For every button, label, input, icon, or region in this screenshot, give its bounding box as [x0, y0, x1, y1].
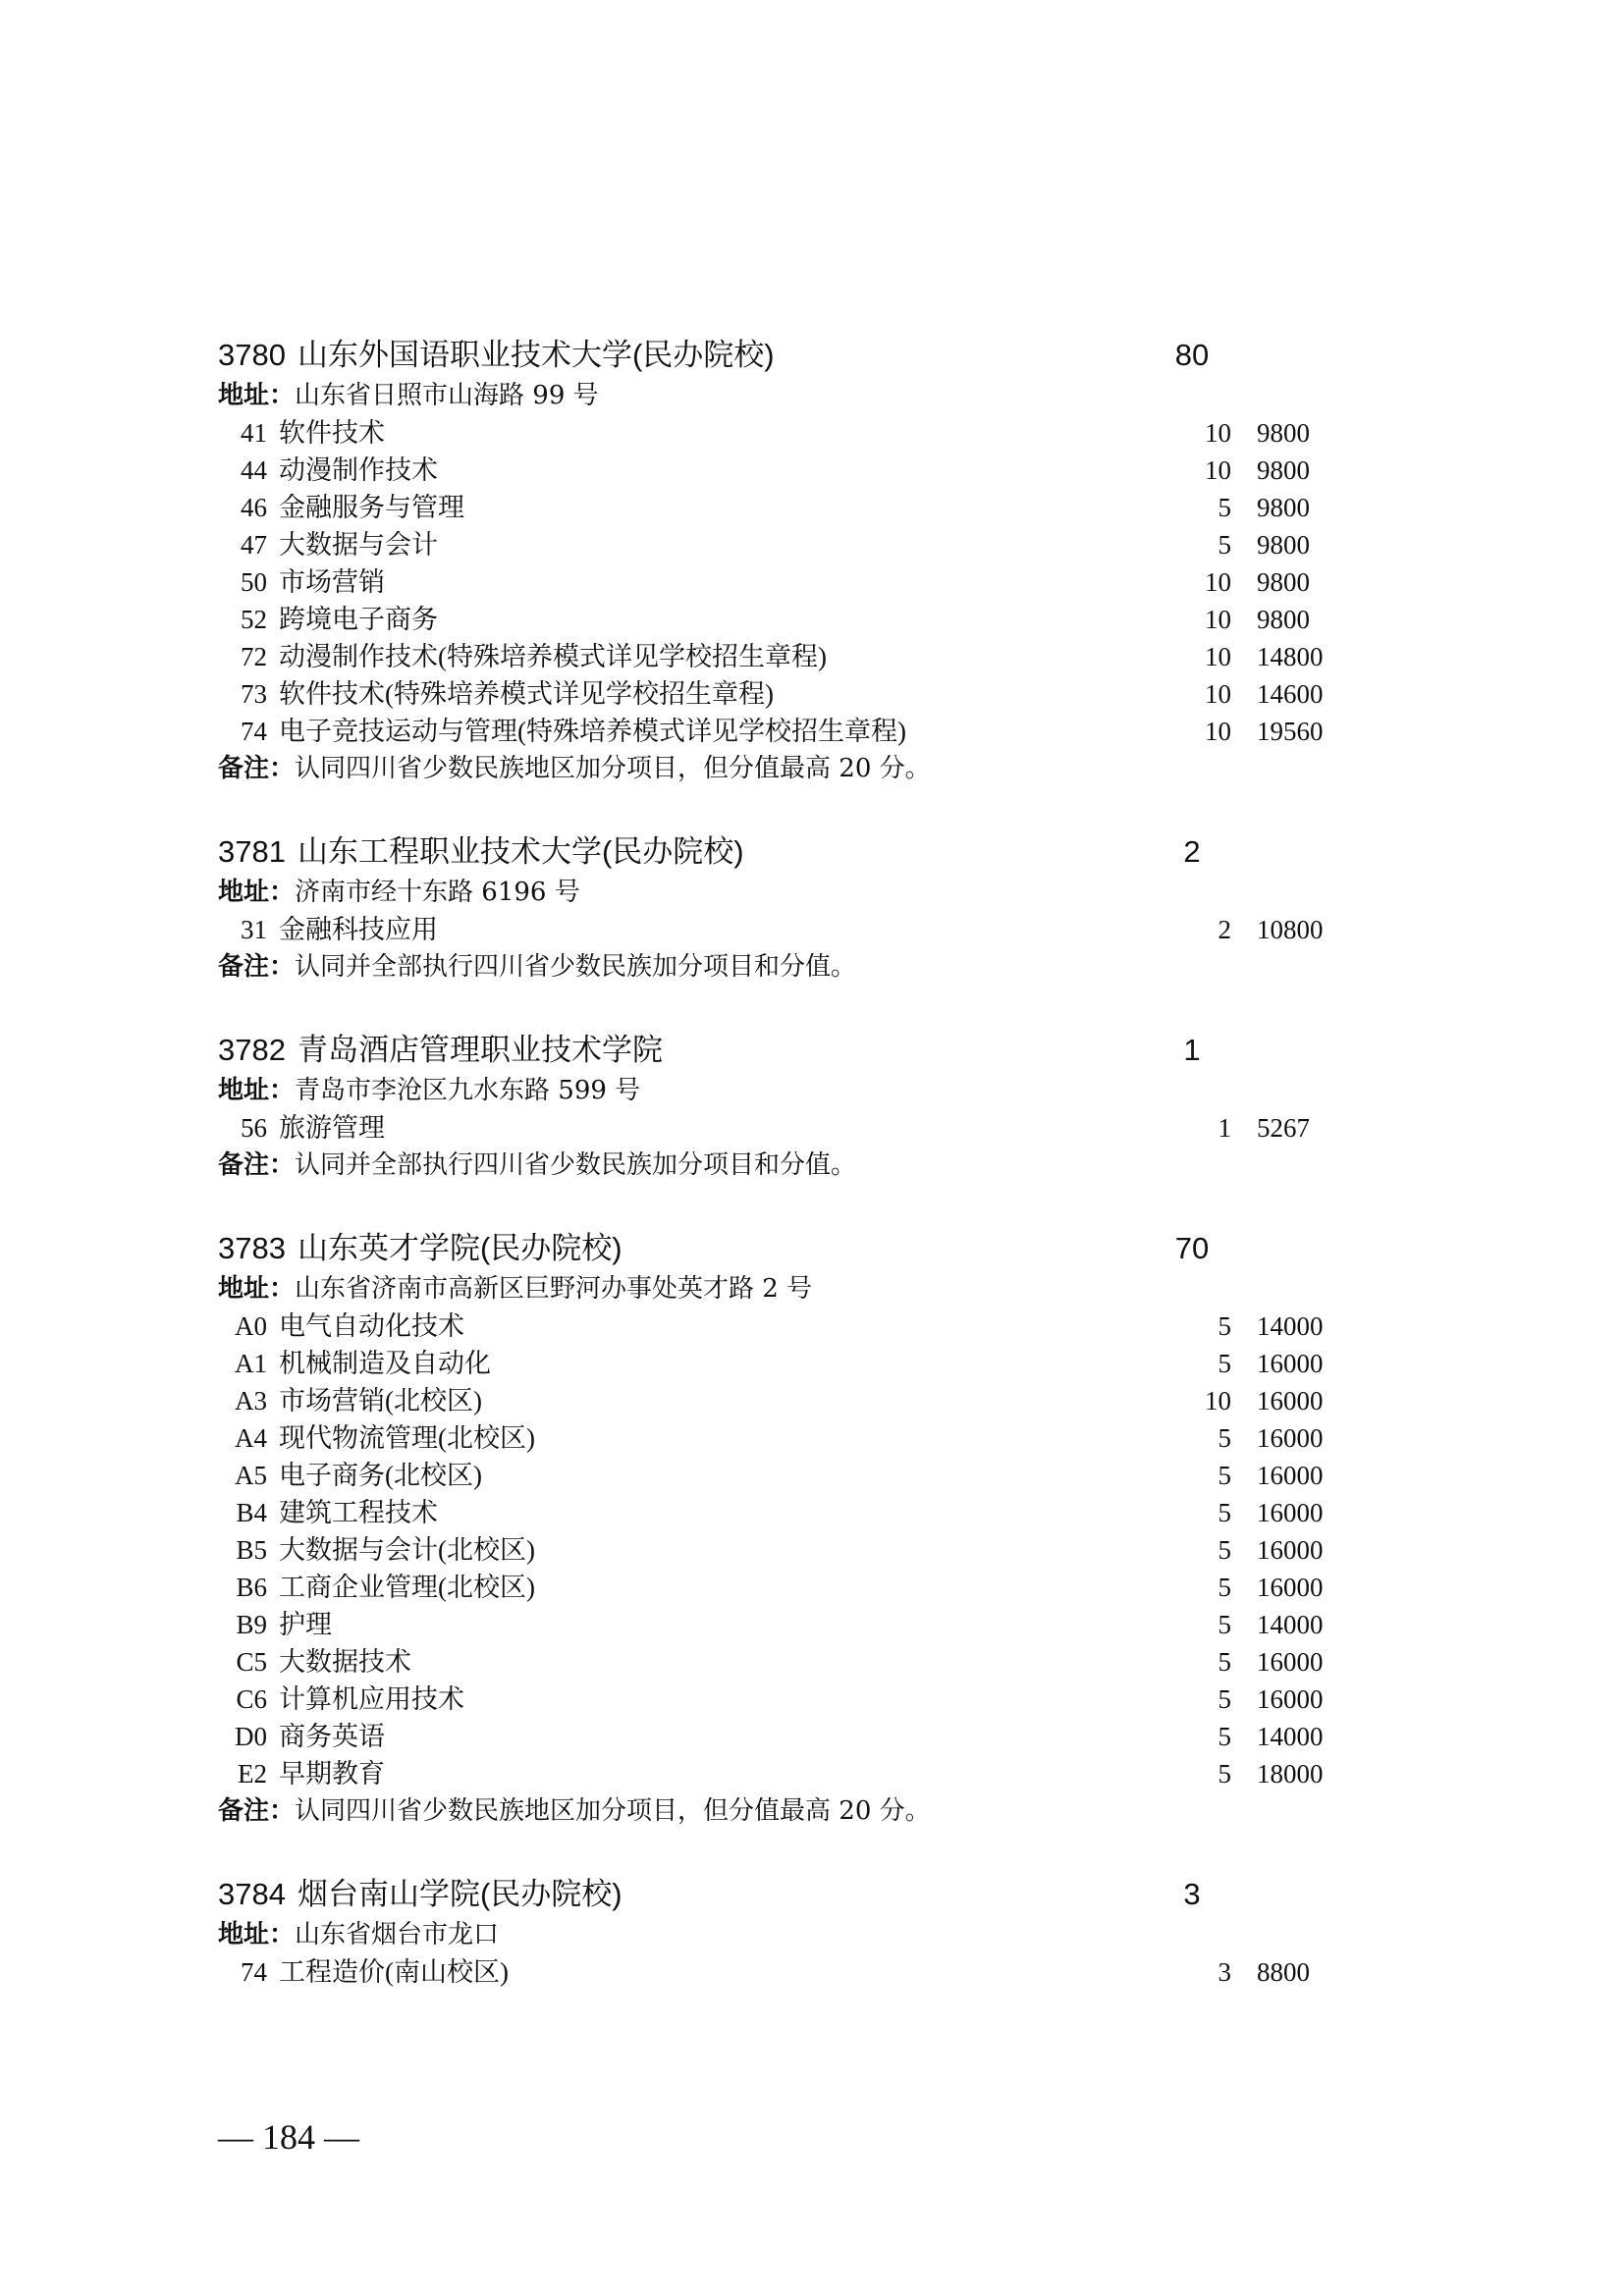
major-code: A5 — [235, 1461, 267, 1490]
major-fee: 16000 — [1257, 1684, 1324, 1714]
school-note — [218, 750, 1347, 787]
school-code: 3782 — [218, 1033, 286, 1067]
school-quota: 70 — [1174, 1231, 1210, 1265]
major-quota: 10 — [1205, 642, 1231, 671]
school-quota: 3 — [1183, 1877, 1201, 1911]
major-name: 市场营销(北校区) — [279, 1386, 482, 1415]
major-name: 护理 — [279, 1610, 332, 1639]
major-code: A0 — [235, 1311, 267, 1341]
major-name: 工商企业管理(北校区) — [279, 1573, 535, 1602]
major-code: B9 — [236, 1610, 267, 1639]
major-code: 56 — [241, 1113, 267, 1143]
major-name: 电子竞技运动与管理(特殊培养模式详见学校招生章程) — [279, 717, 906, 746]
major-fee: 16000 — [1257, 1535, 1324, 1565]
major-code: B6 — [236, 1573, 267, 1602]
major-quota: 5 — [1218, 1349, 1231, 1378]
major-code: 41 — [241, 418, 267, 448]
major-name: 金融科技应用 — [279, 915, 438, 944]
major-code: A1 — [235, 1349, 267, 1378]
major-fee: 14000 — [1257, 1722, 1324, 1751]
school-quota: 80 — [1174, 338, 1210, 372]
school-address — [218, 1072, 1347, 1109]
major-fee: 9800 — [1257, 418, 1310, 448]
major-name: 软件技术 — [279, 418, 385, 448]
major-row — [218, 1494, 1347, 1531]
major-quota: 5 — [1218, 1759, 1231, 1789]
school-header — [218, 1029, 1347, 1072]
major-quota: 5 — [1218, 1311, 1231, 1341]
major-quota: 10 — [1205, 679, 1231, 709]
major-quota: 5 — [1218, 1722, 1231, 1751]
major-row — [218, 1953, 1347, 1991]
school-code: 3780 — [218, 338, 286, 372]
major-fee: 9800 — [1257, 455, 1310, 485]
address-text: 山东省日照市山海路 99 号 — [295, 381, 599, 410]
major-name: 旅游管理 — [279, 1113, 385, 1143]
major-row — [218, 452, 1347, 489]
major-quota: 5 — [1218, 1610, 1231, 1639]
major-fee: 18000 — [1257, 1759, 1324, 1789]
school-quota: 1 — [1183, 1033, 1201, 1067]
major-fee: 16000 — [1257, 1498, 1324, 1527]
note-text: 认同并全部执行四川省少数民族加分项目和分值。 — [295, 1150, 857, 1180]
major-code: 74 — [241, 1957, 267, 1987]
school-name: 山东外国语职业技术大学(民办院校) — [297, 338, 775, 372]
major-name: 跨境电子商务 — [279, 605, 438, 634]
school-code: 3781 — [218, 834, 286, 869]
major-name: 大数据与会计 — [279, 530, 438, 560]
major-row — [218, 1345, 1347, 1382]
school-address — [218, 1270, 1347, 1308]
address-label: 地址： — [218, 381, 296, 410]
major-code: 31 — [241, 915, 267, 944]
school-note — [218, 1147, 1347, 1184]
major-fee: 19560 — [1257, 717, 1324, 746]
major-row — [218, 1718, 1347, 1755]
major-quota: 5 — [1218, 493, 1231, 522]
major-row — [218, 638, 1347, 675]
address-label: 地址： — [218, 878, 296, 907]
major-quota: 5 — [1218, 1684, 1231, 1714]
major-name: 动漫制作技术(特殊培养模式详见学校招生章程) — [279, 642, 827, 671]
note-text: 认同并全部执行四川省少数民族加分项目和分值。 — [295, 952, 857, 982]
major-quota: 5 — [1218, 1461, 1231, 1490]
major-quota: 3 — [1218, 1957, 1231, 1987]
school-header — [218, 1227, 1347, 1270]
address-text: 山东省烟台市龙口 — [295, 1920, 500, 1949]
major-quota: 5 — [1218, 1423, 1231, 1453]
major-quota: 5 — [1218, 1647, 1231, 1677]
school-block — [218, 1029, 1347, 1184]
major-code: 46 — [241, 493, 267, 522]
school-note — [218, 1792, 1347, 1830]
major-quota: 2 — [1218, 915, 1231, 944]
major-fee: 16000 — [1257, 1423, 1324, 1453]
address-text: 山东省济南市高新区巨野河办事处英才路 2 号 — [295, 1274, 813, 1304]
major-row — [218, 675, 1347, 713]
major-quota: 10 — [1205, 1386, 1231, 1415]
school-block — [218, 1873, 1347, 1991]
major-fee: 16000 — [1257, 1349, 1324, 1378]
major-fee: 16000 — [1257, 1573, 1324, 1602]
page-number: — 184 — — [218, 2117, 359, 2157]
address-label: 地址： — [218, 1076, 296, 1105]
major-row — [218, 526, 1347, 563]
major-fee: 14600 — [1257, 679, 1324, 709]
major-fee: 10800 — [1257, 915, 1324, 944]
major-name: 建筑工程技术 — [279, 1498, 438, 1527]
major-code: E2 — [238, 1759, 267, 1789]
school-note — [218, 948, 1347, 986]
major-code: 74 — [241, 717, 267, 746]
major-quota: 10 — [1205, 418, 1231, 448]
major-name: 大数据技术 — [279, 1647, 411, 1677]
major-row — [218, 1457, 1347, 1494]
major-fee: 16000 — [1257, 1386, 1324, 1415]
major-name: 现代物流管理(北校区) — [279, 1423, 535, 1453]
major-code: C5 — [236, 1647, 267, 1677]
major-quota: 10 — [1205, 605, 1231, 634]
major-fee: 9800 — [1257, 567, 1310, 597]
school-address — [218, 1916, 1347, 1953]
major-name: 计算机应用技术 — [279, 1684, 464, 1714]
major-quota: 5 — [1218, 530, 1231, 560]
major-row — [218, 1308, 1347, 1345]
major-row — [218, 489, 1347, 526]
major-code: 72 — [241, 642, 267, 671]
major-quota: 10 — [1205, 567, 1231, 597]
major-row — [218, 1606, 1347, 1643]
major-name: 电气自动化技术 — [279, 1311, 464, 1341]
major-row — [218, 911, 1347, 948]
major-name: 早期教育 — [279, 1759, 385, 1789]
school-name: 山东工程职业技术大学(民办院校) — [297, 834, 744, 869]
major-name: 工程造价(南山校区) — [279, 1957, 509, 1987]
major-row — [218, 1681, 1347, 1718]
major-row — [218, 1531, 1347, 1569]
major-code: 47 — [241, 530, 267, 560]
major-name: 金融服务与管理 — [279, 493, 464, 522]
major-fee: 9800 — [1257, 493, 1310, 522]
school-address — [218, 874, 1347, 911]
school-name: 烟台南山学院(民办院校) — [297, 1877, 623, 1911]
major-quota: 5 — [1218, 1535, 1231, 1565]
major-row — [218, 1419, 1347, 1457]
school-quota: 2 — [1183, 834, 1201, 869]
major-fee: 9800 — [1257, 530, 1310, 560]
address-label: 地址： — [218, 1920, 296, 1949]
major-fee: 16000 — [1257, 1461, 1324, 1490]
major-code: 44 — [241, 455, 267, 485]
major-fee: 16000 — [1257, 1647, 1324, 1677]
major-code: 73 — [241, 679, 267, 709]
school-name: 青岛酒店管理职业技术学院 — [297, 1033, 663, 1067]
major-row — [218, 1109, 1347, 1147]
school-header — [218, 1873, 1347, 1916]
note-text: 认同四川省少数民族地区加分项目，但分值最高 20 分。 — [295, 754, 931, 783]
major-name: 商务英语 — [279, 1722, 385, 1751]
address-text: 济南市经十东路 6196 号 — [295, 878, 580, 907]
school-address — [218, 377, 1347, 414]
school-header — [218, 830, 1347, 874]
note-label: 备注： — [218, 754, 296, 783]
major-name: 市场营销 — [279, 567, 385, 597]
major-code: 50 — [241, 567, 267, 597]
major-row — [218, 414, 1347, 452]
major-quota: 10 — [1205, 717, 1231, 746]
major-row — [218, 601, 1347, 638]
major-name: 电子商务(北校区) — [279, 1461, 482, 1490]
major-row — [218, 1382, 1347, 1419]
major-fee: 14000 — [1257, 1311, 1324, 1341]
major-fee: 14800 — [1257, 642, 1324, 671]
major-fee: 5267 — [1257, 1113, 1310, 1143]
major-code: D0 — [235, 1722, 267, 1751]
major-name: 软件技术(特殊培养模式详见学校招生章程) — [279, 679, 774, 709]
major-code: 52 — [241, 605, 267, 634]
address-text: 青岛市李沧区九水东路 599 号 — [295, 1076, 641, 1105]
school-code: 3783 — [218, 1231, 286, 1265]
school-block — [218, 1227, 1347, 1830]
note-text: 认同四川省少数民族地区加分项目，但分值最高 20 分。 — [295, 1796, 931, 1826]
major-code: A3 — [235, 1386, 267, 1415]
major-row — [218, 1755, 1347, 1792]
note-label: 备注： — [218, 952, 296, 982]
address-label: 地址： — [218, 1274, 296, 1304]
major-name: 动漫制作技术 — [279, 455, 438, 485]
major-code: B4 — [236, 1498, 267, 1527]
note-label: 备注： — [218, 1796, 296, 1826]
major-row — [218, 1569, 1347, 1606]
note-label: 备注： — [218, 1150, 296, 1180]
major-quota: 10 — [1205, 455, 1231, 485]
major-fee: 8800 — [1257, 1957, 1310, 1987]
major-name: 机械制造及自动化 — [279, 1349, 491, 1378]
school-block — [218, 334, 1347, 787]
major-fee: 14000 — [1257, 1610, 1324, 1639]
major-fee: 9800 — [1257, 605, 1310, 634]
major-row — [218, 563, 1347, 601]
school-list — [218, 334, 1347, 2034]
major-code: C6 — [236, 1684, 267, 1714]
major-quota: 5 — [1218, 1573, 1231, 1602]
major-row — [218, 713, 1347, 750]
major-quota: 5 — [1218, 1498, 1231, 1527]
school-code: 3784 — [218, 1877, 286, 1911]
school-block — [218, 830, 1347, 986]
major-quota: 1 — [1218, 1113, 1231, 1143]
school-header — [218, 334, 1347, 377]
major-row — [218, 1643, 1347, 1681]
major-name: 大数据与会计(北校区) — [279, 1535, 535, 1565]
major-code: A4 — [235, 1423, 267, 1453]
school-name: 山东英才学院(民办院校) — [297, 1231, 623, 1265]
major-code: B5 — [236, 1535, 267, 1565]
